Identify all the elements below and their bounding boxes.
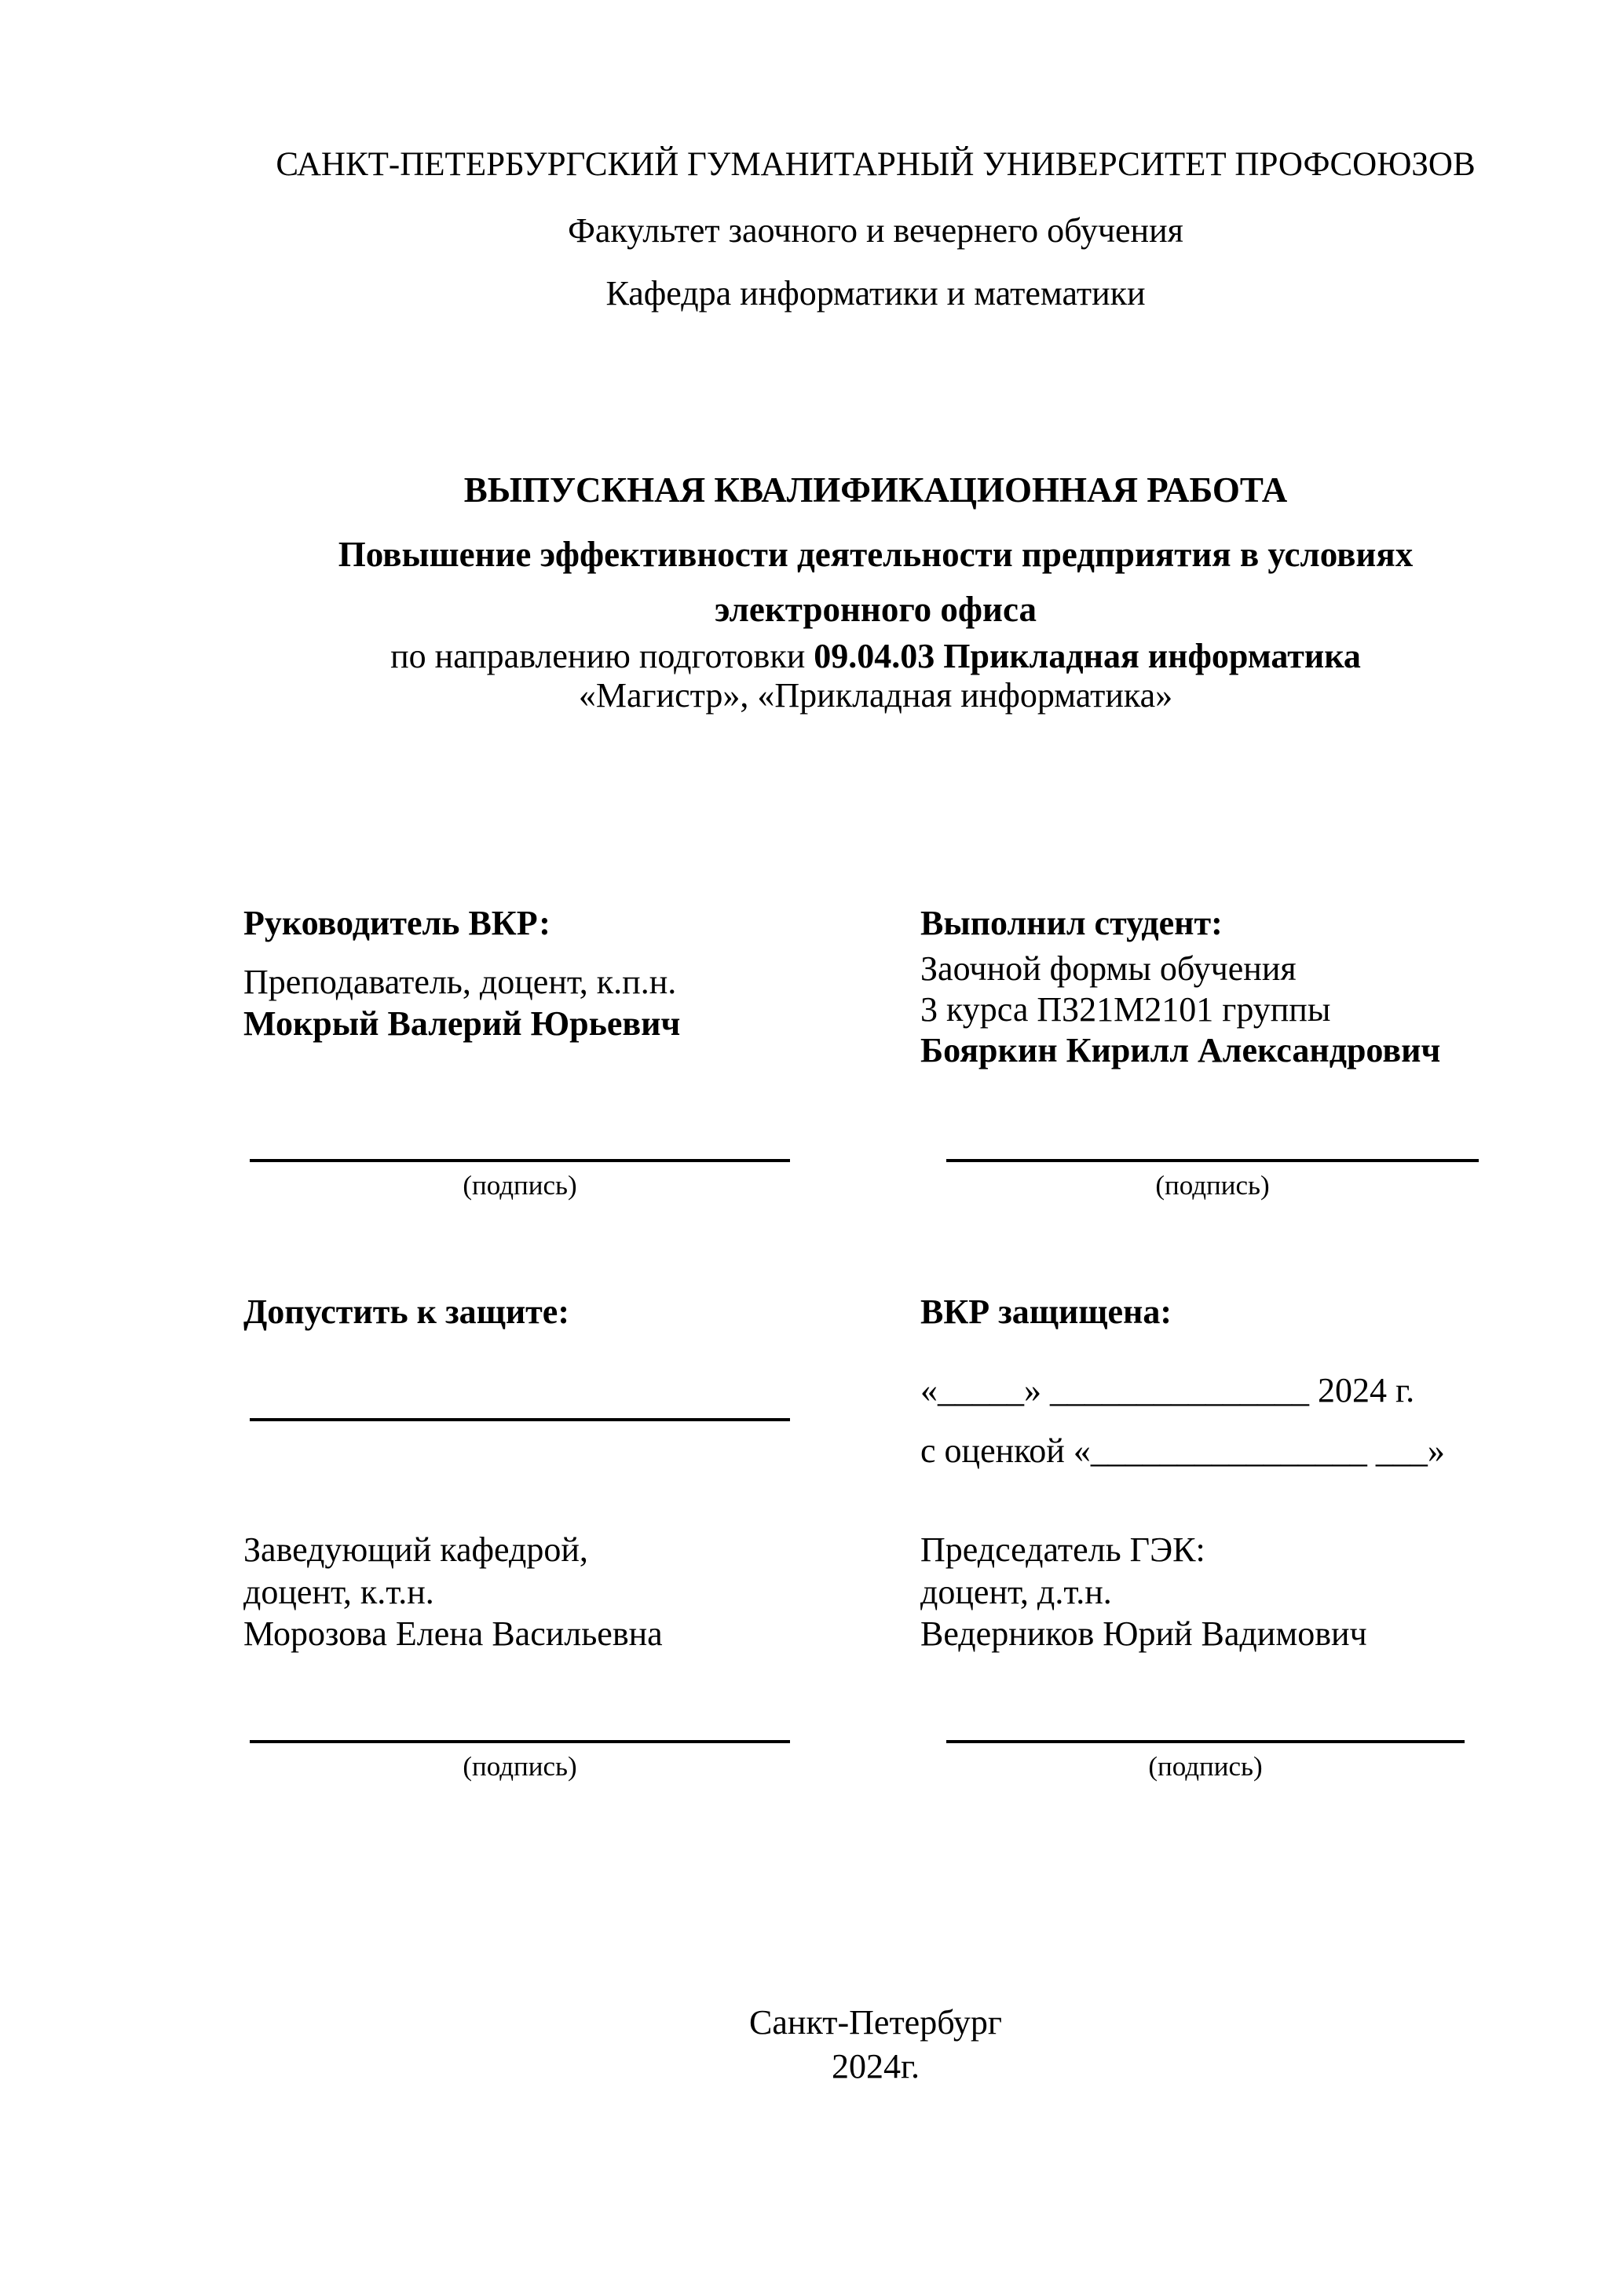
direction-line	[243, 636, 1508, 676]
student-name: Бояркин Кирилл Александрович	[920, 1031, 1441, 1069]
student-heading: Выполнил студент:	[920, 904, 1223, 942]
department-name: Кафедра информатики и математики	[605, 274, 1146, 313]
department-head-position-line2: доцент, к.т.н.	[243, 1573, 434, 1611]
admission-heading: Допустить к защите:	[243, 1292, 569, 1331]
supervisor-name: Мокрый Валерий Юрьевич	[243, 1004, 681, 1043]
defense-date-line: «_____» _______________ 2024 г.	[920, 1371, 1415, 1409]
student-group: 3 курса ПЗ21М2101 группы	[920, 990, 1331, 1029]
supervisor-position: Преподаватель, доцент, к.п.н.	[243, 963, 677, 1001]
direction-code: 09.04.03 Прикладная информатика	[814, 637, 1361, 675]
student-study-form: Заочной формы обучения	[920, 949, 1297, 988]
department-head-signature-caption: (подпись)	[463, 1751, 577, 1782]
footer-city: Санкт-Петербург	[749, 2003, 1002, 2042]
department-head-name: Морозова Елена Васильевна	[243, 1614, 663, 1653]
admission-signature-line	[250, 1418, 790, 1421]
gek-chairman-position-line1: Председатель ГЭК:	[920, 1530, 1205, 1569]
defense-heading: ВКР защищена:	[920, 1292, 1172, 1331]
department-head-signature-line	[250, 1740, 790, 1743]
university-name: САНКТ-ПЕТЕРБУРГСКИЙ ГУМАНИТАРНЫЙ УНИВЕРСИТЕТ ПРОФСОЮЗОВ	[276, 146, 1476, 183]
degree-line: «Магистр», «Прикладная информатика»	[578, 676, 1173, 715]
supervisor-signature-line	[250, 1159, 790, 1162]
gek-chairman-signature-caption: (подпись)	[1148, 1751, 1263, 1782]
footer-year: 2024г.	[831, 2047, 920, 2086]
work-type-heading: ВЫПУСКНАЯ КВАЛИФИКАЦИОННАЯ РАБОТА	[463, 470, 1288, 510]
supervisor-signature-caption: (подпись)	[463, 1170, 577, 1201]
gek-chairman-position-line2: доцент, д.т.н.	[920, 1573, 1112, 1611]
supervisor-heading: Руководитель ВКР:	[243, 904, 550, 942]
thesis-topic: Повышение эффективности деятельности предприятия в условиях электронного офиса	[338, 535, 1414, 629]
department-head-position-line1: Заведующий кафедрой,	[243, 1530, 588, 1569]
student-signature-line	[946, 1159, 1479, 1162]
gek-chairman-name: Ведерников Юрий Вадимович	[920, 1614, 1367, 1653]
gek-chairman-signature-line	[946, 1740, 1465, 1743]
faculty-name: Факультет заочного и вечернего обучения	[568, 211, 1183, 250]
direction-prefix: по направлению подготовки	[390, 637, 814, 675]
defense-grade-line: с оценкой «________________ ___»	[920, 1431, 1445, 1470]
student-signature-caption: (подпись)	[1155, 1170, 1270, 1201]
